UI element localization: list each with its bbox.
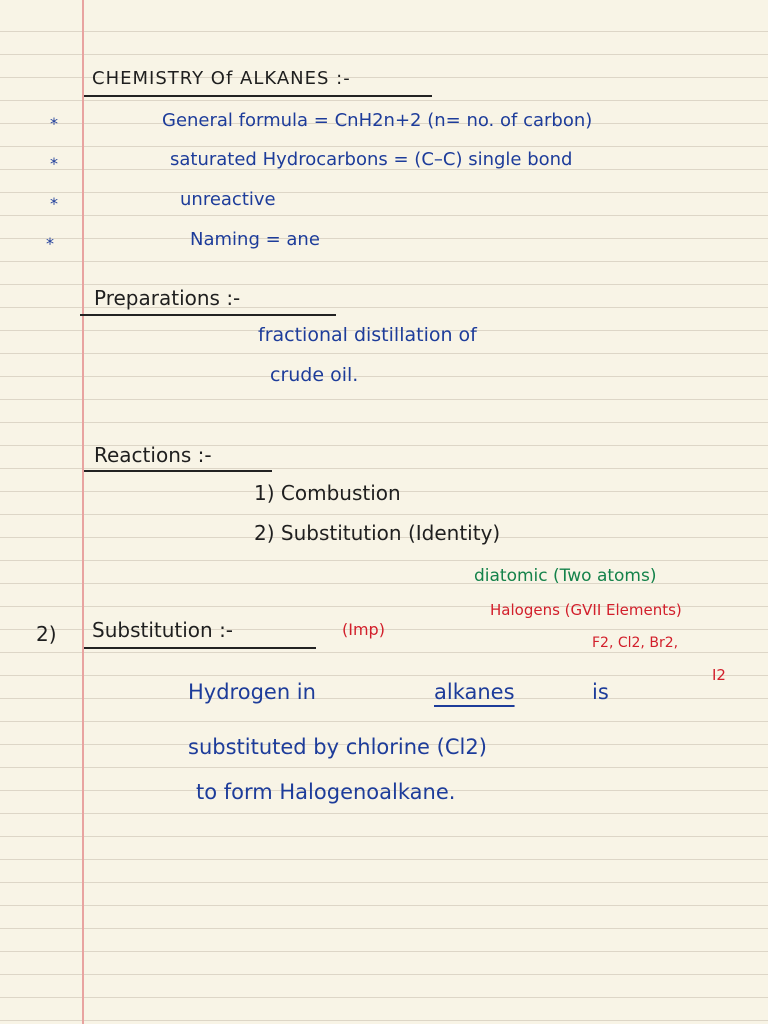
note-halogens: Halogens (GVII Elements) <box>490 601 682 619</box>
body-line-3: to form Halogenoalkane. <box>196 780 456 804</box>
reaction-item-combustion: 1) Combustion <box>254 481 401 505</box>
importance-tag: (Imp) <box>342 620 385 639</box>
page-title: CHEMISTRY Of ALKANES :- <box>92 68 351 89</box>
reaction-item-substitution: 2) Substitution (Identity) <box>254 521 501 545</box>
title-underline <box>84 95 432 97</box>
note-halogen-list: F2, Cl2, Br2, <box>592 635 679 651</box>
preparations-heading: Preparations :- <box>94 286 241 310</box>
substitution-heading: Substitution :- <box>92 618 234 642</box>
section-number: 2) <box>36 622 57 646</box>
bullet-marker: * <box>46 234 54 253</box>
note-diatomic: diatomic (Two atoms) <box>474 566 657 586</box>
preparations-line-2: crude oil. <box>270 364 359 386</box>
body-line-1-start: Hydrogen in <box>188 680 316 704</box>
body-line-2: substituted by chlorine (Cl2) <box>188 735 487 759</box>
bullet-marker: * <box>50 154 58 173</box>
bullet-marker: * <box>50 194 58 213</box>
bullet-naming: Naming = ane <box>190 229 320 250</box>
margin-line <box>82 0 84 1024</box>
bullet-marker: * <box>50 114 58 133</box>
substitution-underline <box>84 647 316 649</box>
bullet-general-formula: General formula = CnH2n+2 (n= no. of carbon) <box>162 110 593 131</box>
bullet-saturated: saturated Hydrocarbons = (C–C) single bond <box>170 149 573 170</box>
body-line-1-end: is <box>592 680 609 704</box>
preparations-underline <box>80 314 336 316</box>
reactions-heading: Reactions :- <box>94 443 212 467</box>
reactions-underline <box>84 470 272 472</box>
preparations-line-1: fractional distillation of <box>258 324 477 346</box>
note-iodine: I2 <box>712 666 726 684</box>
body-line-1-alkanes: alkanes <box>434 680 515 704</box>
bullet-unreactive: unreactive <box>180 189 276 210</box>
